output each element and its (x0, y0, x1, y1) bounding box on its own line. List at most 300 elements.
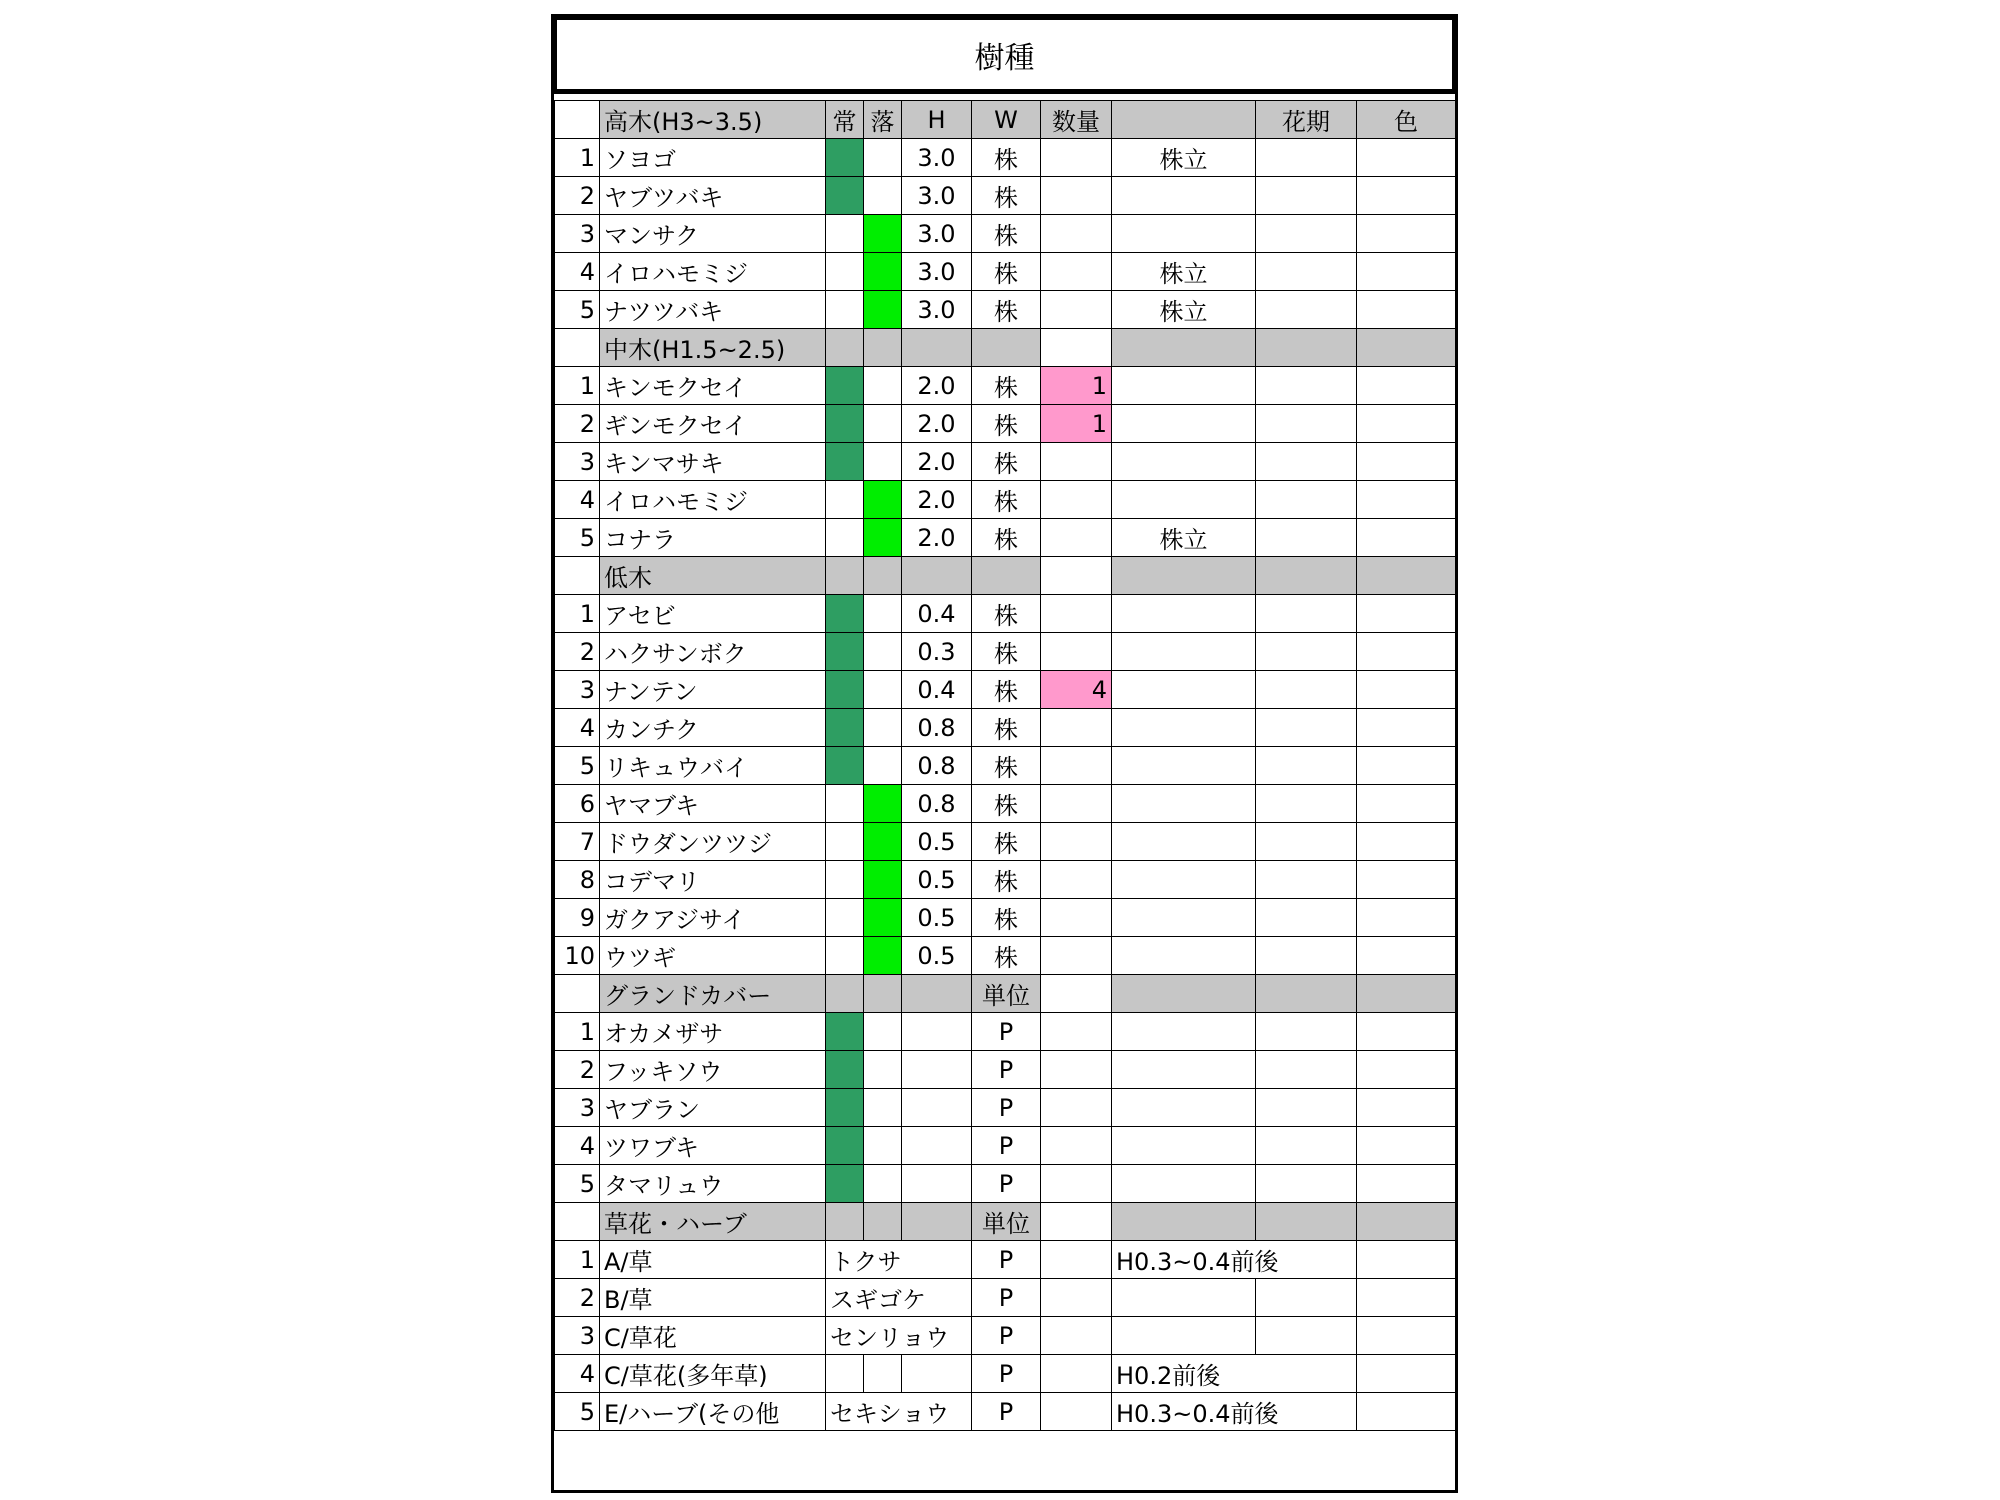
flower-cell (1256, 519, 1357, 557)
section-header-row (555, 557, 1456, 595)
deciduous-cell (864, 595, 902, 633)
row-number: 3 (555, 1089, 600, 1127)
table-row (555, 139, 1456, 177)
color-cell (1357, 1317, 1456, 1355)
row-number: 10 (555, 937, 600, 975)
section-color (1357, 329, 1456, 367)
qty-cell (1041, 861, 1112, 899)
evergreen-cell (826, 367, 864, 405)
flower-cell (1256, 1279, 1357, 1317)
w-cell: P (972, 1051, 1041, 1089)
row-number: 3 (555, 671, 600, 709)
color-cell (1357, 633, 1456, 671)
color-cell (1357, 899, 1456, 937)
w-cell: 株 (972, 177, 1041, 215)
h-cell (902, 1127, 972, 1165)
section-number-cell (555, 101, 600, 139)
w-cell: 株 (972, 823, 1041, 861)
color-cell (1357, 291, 1456, 329)
h-cell: 0.8 (902, 709, 972, 747)
table-row (555, 1051, 1456, 1089)
flower-cell (1256, 1051, 1357, 1089)
header-color: 色 (1357, 101, 1456, 139)
flower-cell (1256, 671, 1357, 709)
qty-cell (1041, 177, 1112, 215)
h-cell: 0.5 (902, 899, 972, 937)
table-row (555, 785, 1456, 823)
row-number: 1 (555, 1241, 600, 1279)
qty-cell (1041, 139, 1112, 177)
h-cell: 3.0 (902, 177, 972, 215)
evergreen-cell (826, 709, 864, 747)
evergreen-cell (826, 139, 864, 177)
header-qty: 数量 (1041, 101, 1112, 139)
table-row (555, 1165, 1456, 1203)
row-number: 6 (555, 785, 600, 823)
h-cell: 0.8 (902, 747, 972, 785)
w-cell: P (972, 1241, 1041, 1279)
section-number-cell (555, 557, 600, 595)
color-cell (1357, 367, 1456, 405)
w-cell: 株 (972, 785, 1041, 823)
qty-cell (1041, 1089, 1112, 1127)
memo-cell: 株立 (1112, 253, 1256, 291)
color-cell (1357, 215, 1456, 253)
qty-cell (1041, 1051, 1112, 1089)
qty-cell (1041, 633, 1112, 671)
section-h (902, 1203, 972, 1241)
deciduous-cell (864, 139, 902, 177)
memo-cell (1112, 1317, 1256, 1355)
w-cell: 株 (972, 481, 1041, 519)
evergreen-cell (826, 291, 864, 329)
flower-cell (1256, 633, 1357, 671)
flower-cell (1256, 1089, 1357, 1127)
w-cell: 株 (972, 253, 1041, 291)
row-number: 3 (555, 1317, 600, 1355)
plant-name: ツワブキ (600, 1127, 826, 1165)
qty-cell (1041, 1013, 1112, 1051)
w-cell: 株 (972, 595, 1041, 633)
evergreen-cell (826, 899, 864, 937)
plant-name: マンサク (600, 215, 826, 253)
h-cell (902, 1013, 972, 1051)
w-cell: P (972, 1089, 1041, 1127)
section-evergreen (826, 975, 864, 1013)
h-cell: 2.0 (902, 405, 972, 443)
row-number: 3 (555, 443, 600, 481)
color-cell (1357, 481, 1456, 519)
evergreen-cell (826, 671, 864, 709)
color-cell (1357, 1241, 1456, 1279)
evergreen-cell (826, 747, 864, 785)
deciduous-cell (864, 747, 902, 785)
plant-name: コデマリ (600, 861, 826, 899)
plant-name: ウツギ (600, 937, 826, 975)
table-row (555, 443, 1456, 481)
table-row (555, 177, 1456, 215)
deciduous-cell (864, 937, 902, 975)
qty-cell (1041, 1165, 1112, 1203)
h-cell: 0.4 (902, 671, 972, 709)
deciduous-cell (864, 633, 902, 671)
deciduous-cell (864, 367, 902, 405)
plant-name: ナンテン (600, 671, 826, 709)
memo-cell: 株立 (1112, 519, 1256, 557)
h-cell: 0.8 (902, 785, 972, 823)
w-cell: 株 (972, 861, 1041, 899)
section-flower (1256, 1203, 1357, 1241)
plant-name: ハクサンボク (600, 633, 826, 671)
h-cell: 2.0 (902, 481, 972, 519)
memo-cell: 株立 (1112, 139, 1256, 177)
color-cell (1357, 1013, 1456, 1051)
w-cell: 株 (972, 899, 1041, 937)
section-number-cell (555, 975, 600, 1013)
table-row (555, 899, 1456, 937)
w-cell: 株 (972, 633, 1041, 671)
color-cell (1357, 937, 1456, 975)
h-cell: 0.4 (902, 595, 972, 633)
h-cell: 0.5 (902, 823, 972, 861)
h-cell: 2.0 (902, 443, 972, 481)
section-w: 単位 (972, 975, 1041, 1013)
row-number: 4 (555, 709, 600, 747)
section-flower (1256, 975, 1357, 1013)
row-number: 2 (555, 633, 600, 671)
row-number: 4 (555, 253, 600, 291)
memo-cell (1112, 633, 1256, 671)
qty-cell (1041, 481, 1112, 519)
qty-cell (1041, 1127, 1112, 1165)
deciduous-cell (864, 253, 902, 291)
memo-cell (1112, 747, 1256, 785)
evergreen-cell (826, 633, 864, 671)
memo-cell (1112, 671, 1256, 709)
header-evergreen: 常 (826, 101, 864, 139)
section-color (1357, 1203, 1456, 1241)
table-row (555, 937, 1456, 975)
color-cell (1357, 1165, 1456, 1203)
plant-name: ナツツバキ (600, 291, 826, 329)
section-evergreen (826, 557, 864, 595)
section-evergreen (826, 329, 864, 367)
deciduous-cell (864, 519, 902, 557)
evergreen-cell (826, 215, 864, 253)
color-cell (1357, 747, 1456, 785)
evergreen-cell (826, 823, 864, 861)
color-cell (1357, 177, 1456, 215)
header-flower: 花期 (1256, 101, 1357, 139)
color-cell (1357, 253, 1456, 291)
plant-species: スギゴケ (826, 1279, 972, 1317)
w-cell: 株 (972, 443, 1041, 481)
deciduous-cell (864, 405, 902, 443)
plant-name: C/草花 (600, 1317, 826, 1355)
qty-cell (1041, 253, 1112, 291)
plant-name: A/草 (600, 1241, 826, 1279)
header-memo (1112, 101, 1256, 139)
section-header-row (555, 1203, 1456, 1241)
evergreen-cell (826, 1165, 864, 1203)
h-cell: 0.3 (902, 633, 972, 671)
w-cell: P (972, 1279, 1041, 1317)
evergreen-cell (826, 595, 864, 633)
row-number: 2 (555, 405, 600, 443)
qty-cell: 4 (1041, 671, 1112, 709)
row-number: 4 (555, 481, 600, 519)
section-number-cell (555, 1203, 600, 1241)
w-cell: 株 (972, 671, 1041, 709)
plant-species: セキショウ (826, 1393, 972, 1431)
w-cell: 株 (972, 291, 1041, 329)
table-row (555, 519, 1456, 557)
plant-name: B/草 (600, 1279, 826, 1317)
section-label: 低木 (600, 557, 826, 595)
plant-name: ヤブツバキ (600, 177, 826, 215)
section-deciduous (864, 329, 902, 367)
header-w: W (972, 101, 1041, 139)
color-cell (1357, 1393, 1456, 1431)
section-color (1357, 975, 1456, 1013)
header-h: H (902, 101, 972, 139)
w-cell: 株 (972, 937, 1041, 975)
deciduous-cell (864, 1051, 902, 1089)
deciduous-cell (864, 1165, 902, 1203)
flower-cell (1256, 177, 1357, 215)
memo-cell (1112, 937, 1256, 975)
section-label: 高木(H3~3.5) (600, 101, 826, 139)
flower-cell (1256, 747, 1357, 785)
section-w (972, 557, 1041, 595)
deciduous-cell (864, 215, 902, 253)
evergreen-cell (826, 253, 864, 291)
w-cell: 株 (972, 405, 1041, 443)
memo-cell: H0.2前後 (1112, 1355, 1357, 1393)
w-cell: P (972, 1355, 1041, 1393)
section-deciduous (864, 557, 902, 595)
plant-name: ギンモクセイ (600, 405, 826, 443)
evergreen-cell (826, 1355, 864, 1393)
qty-cell (1041, 1241, 1112, 1279)
deciduous-cell (864, 1355, 902, 1393)
section-evergreen (826, 1203, 864, 1241)
row-number: 1 (555, 595, 600, 633)
section-color (1357, 557, 1456, 595)
deciduous-cell (864, 671, 902, 709)
plant-name: イロハモミジ (600, 253, 826, 291)
memo-cell: H0.3~0.4前後 (1112, 1393, 1357, 1431)
row-number: 4 (555, 1127, 600, 1165)
qty-cell (1041, 1393, 1112, 1431)
flower-cell (1256, 367, 1357, 405)
h-cell: 2.0 (902, 367, 972, 405)
flower-cell (1256, 785, 1357, 823)
section-header-row (555, 101, 1456, 139)
flower-cell (1256, 405, 1357, 443)
table-row (555, 595, 1456, 633)
color-cell (1357, 1355, 1456, 1393)
evergreen-cell (826, 1127, 864, 1165)
plant-name: E/ハーブ(その他 (600, 1393, 826, 1431)
table-row (555, 1355, 1456, 1393)
deciduous-cell (864, 1127, 902, 1165)
memo-cell (1112, 1127, 1256, 1165)
row-number: 5 (555, 291, 600, 329)
section-deciduous (864, 1203, 902, 1241)
memo-cell (1112, 899, 1256, 937)
table-row (555, 1241, 1456, 1279)
flower-cell (1256, 1013, 1357, 1051)
section-memo (1112, 975, 1256, 1013)
memo-cell (1112, 861, 1256, 899)
section-label: グランドカバー (600, 975, 826, 1013)
flower-cell (1256, 1127, 1357, 1165)
evergreen-cell (826, 177, 864, 215)
deciduous-cell (864, 1089, 902, 1127)
flower-cell (1256, 215, 1357, 253)
memo-cell (1112, 443, 1256, 481)
deciduous-cell (864, 1013, 902, 1051)
deciduous-cell (864, 861, 902, 899)
color-cell (1357, 443, 1456, 481)
evergreen-cell (826, 443, 864, 481)
evergreen-cell (826, 1089, 864, 1127)
table-row (555, 709, 1456, 747)
h-cell: 3.0 (902, 215, 972, 253)
section-memo (1112, 329, 1256, 367)
qty-cell (1041, 899, 1112, 937)
row-number: 4 (555, 1355, 600, 1393)
w-cell: P (972, 1013, 1041, 1051)
sheet-title-text: 樹種 (974, 40, 1035, 76)
section-header-row (555, 975, 1456, 1013)
color-cell (1357, 1051, 1456, 1089)
row-number: 7 (555, 823, 600, 861)
sheet-title (554, 17, 1455, 94)
flower-cell (1256, 823, 1357, 861)
table-row (555, 1013, 1456, 1051)
row-number: 3 (555, 215, 600, 253)
row-number: 5 (555, 1393, 600, 1431)
qty-cell (1041, 709, 1112, 747)
plant-name: ヤブラン (600, 1089, 826, 1127)
evergreen-cell (826, 481, 864, 519)
color-cell (1357, 1089, 1456, 1127)
memo-cell (1112, 177, 1256, 215)
row-number: 9 (555, 899, 600, 937)
flower-cell (1256, 595, 1357, 633)
memo-cell (1112, 215, 1256, 253)
w-cell: P (972, 1165, 1041, 1203)
memo-cell: H0.3~0.4前後 (1112, 1241, 1357, 1279)
w-cell: 株 (972, 747, 1041, 785)
qty-cell (1041, 1355, 1112, 1393)
color-cell (1357, 671, 1456, 709)
evergreen-cell (826, 937, 864, 975)
deciduous-cell (864, 481, 902, 519)
row-number: 5 (555, 747, 600, 785)
section-deciduous (864, 975, 902, 1013)
qty-cell (1041, 1279, 1112, 1317)
deciduous-cell (864, 785, 902, 823)
deciduous-cell (864, 177, 902, 215)
plant-name: ソヨゴ (600, 139, 826, 177)
w-cell: 株 (972, 215, 1041, 253)
table-row (555, 215, 1456, 253)
table-row (555, 1127, 1456, 1165)
plant-name: タマリュウ (600, 1165, 826, 1203)
color-cell (1357, 1127, 1456, 1165)
flower-cell (1256, 481, 1357, 519)
deciduous-cell (864, 291, 902, 329)
plant-name: オカメザサ (600, 1013, 826, 1051)
section-memo (1112, 1203, 1256, 1241)
flower-cell (1256, 291, 1357, 329)
section-h (902, 975, 972, 1013)
flower-cell (1256, 899, 1357, 937)
plant-name: ガクアジサイ (600, 899, 826, 937)
deciduous-cell (864, 443, 902, 481)
table-row (555, 671, 1456, 709)
plant-name: キンマサキ (600, 443, 826, 481)
table-row (555, 861, 1456, 899)
w-cell: 株 (972, 367, 1041, 405)
qty-cell (1041, 291, 1112, 329)
deciduous-cell (864, 823, 902, 861)
color-cell (1357, 861, 1456, 899)
row-number: 1 (555, 1013, 600, 1051)
section-w (972, 329, 1041, 367)
plant-name: キンモクセイ (600, 367, 826, 405)
memo-cell (1112, 367, 1256, 405)
memo-cell (1112, 1165, 1256, 1203)
w-cell: 株 (972, 519, 1041, 557)
color-cell (1357, 595, 1456, 633)
section-qty (1041, 557, 1112, 595)
evergreen-cell (826, 405, 864, 443)
table-row (555, 405, 1456, 443)
qty-cell (1041, 1317, 1112, 1355)
w-cell: P (972, 1393, 1041, 1431)
flower-cell (1256, 139, 1357, 177)
w-cell: 株 (972, 709, 1041, 747)
flower-cell (1256, 709, 1357, 747)
memo-cell (1112, 595, 1256, 633)
evergreen-cell (826, 1013, 864, 1051)
plant-name: C/草花(多年草) (600, 1355, 826, 1393)
section-number-cell (555, 329, 600, 367)
section-memo (1112, 557, 1256, 595)
flower-cell (1256, 1317, 1357, 1355)
plant-name: ドウダンツツジ (600, 823, 826, 861)
memo-cell (1112, 785, 1256, 823)
h-cell: 0.5 (902, 861, 972, 899)
table-row (555, 481, 1456, 519)
section-qty (1041, 329, 1112, 367)
qty-cell: 1 (1041, 405, 1112, 443)
evergreen-cell (826, 519, 864, 557)
section-qty (1041, 1203, 1112, 1241)
h-cell (902, 1051, 972, 1089)
table-row (555, 823, 1456, 861)
row-number: 2 (555, 1279, 600, 1317)
section-flower (1256, 557, 1357, 595)
qty-cell (1041, 823, 1112, 861)
row-number: 8 (555, 861, 600, 899)
evergreen-cell (826, 861, 864, 899)
memo-cell (1112, 709, 1256, 747)
